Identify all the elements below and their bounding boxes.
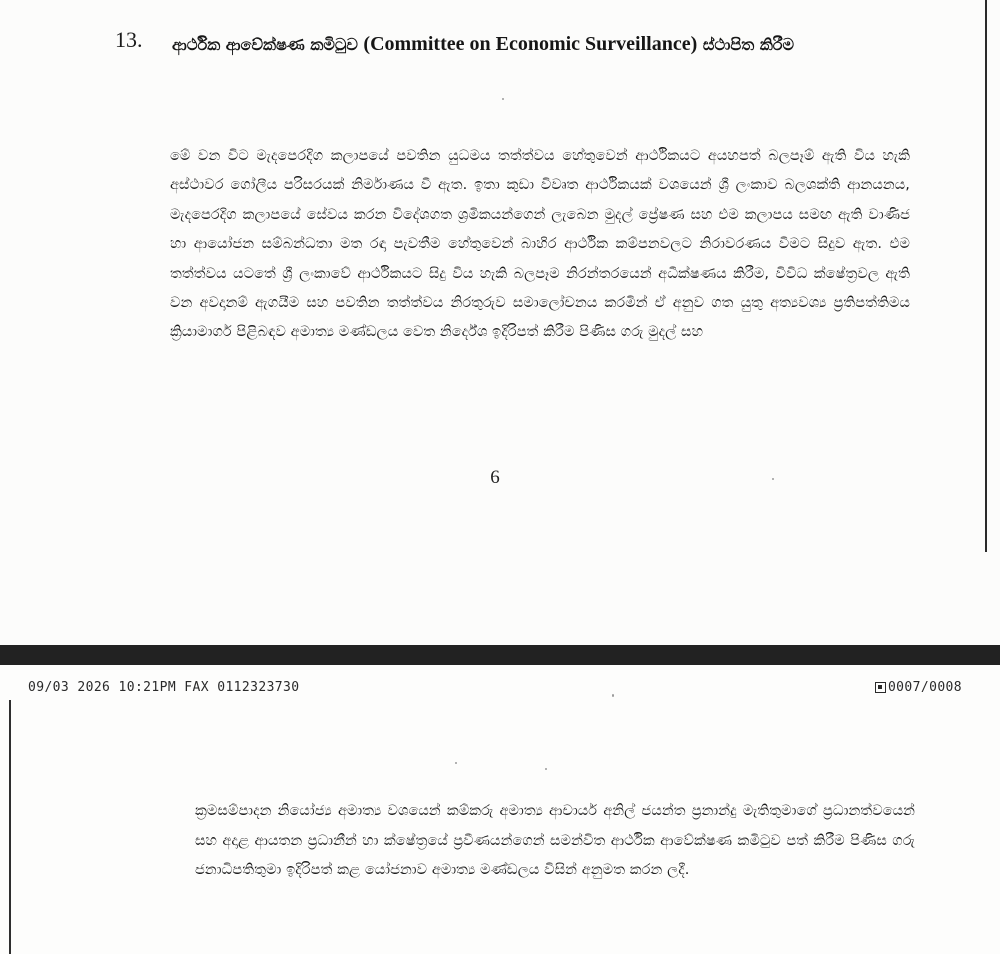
fax-header-timestamp: 09/03 2026 10:21PM FAX 0112323730 xyxy=(28,680,300,695)
fax-page-icon xyxy=(875,682,886,693)
page-left-border xyxy=(9,700,11,954)
scan-speck xyxy=(502,98,504,100)
fax-page-separator xyxy=(0,645,1000,665)
scan-speck xyxy=(772,478,774,480)
page-number: 6 xyxy=(490,467,500,488)
scan-speck xyxy=(455,762,457,764)
scan-speck xyxy=(612,694,614,697)
item-title-english: (Committee on Economic Surveillance) xyxy=(363,33,698,55)
body-paragraph: මේ වන විට මැදපෙරදිග කලාපයේ පවතින යුධමය තත්ත්වය හේතුවෙන් ආර්ථිකයට අයහපත් බලපෑම් ඇති විය හැකි අස්ථාවර ගෝලීය පරිසරයක් නිර්මාණය වී ඇත. ඉතා කුඩා විවෘත ආර්ථිකයක් වශයෙන් ශ්‍රී ලංකාව බලශක්ති ආනයනය, මැදපෙරදිග කලාපයේ සේවය කරන විදේශගත ශ්‍රමිකයන්ගෙන් ලැබෙන මුදල් ප්‍රේෂණ සහ එම කලාපය සමඟ ඇති වාණිජ හා ආයෝජන සම්බන්ධතා මත රඳා පැවතීම හේතුවෙන් බාහිර ආර්ථික කම්පනවලට නිරාවරණය වීමට සිදුව ඇත. එම තත්ත්වය යටතේ ශ්‍රී ලංකාවේ ආර්ථිකයට සිදු විය හැකි බලපෑම නිරන්තරයෙන් අධීක්ෂණය කිරීම, විවිධ ක්ෂේත්‍රවල ඇති වන අවදානම් ඇගයීම සහ පවතින තත්ත්වය නිරතුරුව සමාලෝචනය කරමින් ඒ අනුව ගත යුතු අත්‍යවශ්‍ය ප්‍රතිපත්තිමය ක්‍රියාමාර්ග පිළිබඳව අමාත්‍ය මණ්ඩලය වෙත නිර්දේශ ඉදිරිපත් කිරීම පිණිස ගරු මුදල් සහ xyxy=(170,148,910,341)
item-number: 13. xyxy=(115,27,143,52)
continuation-paragraph: ක්‍රමසම්පාදන නියෝජ්‍ය අමාත්‍ය වශයෙන් කම්කරු අමාත්‍ය ආචාර්ය අනිල් ජයන්ත ප්‍රනාන්දු මැතිතුමාගේ ප්‍රධානත්වයෙන් සහ අදාළ ආයතන ප්‍රධානීන් හා ක්ෂේත්‍රයේ ප්‍රවීණයන්ගෙන් සමන්විත ආර්ථික ආවේක්ෂණ කමිටුව පත් කිරීම පිණිස ගරු ජනාධිපතිතුමා ඉදිරිපත් කළ යෝජනාව අමාත්‍ය මණ්ඩලය විසින් අනුමත කරන ලදී. xyxy=(195,803,915,878)
item-title-sinhala-part1: ආර්ථික ආවේක්ෂණ කමිටුව xyxy=(172,35,358,54)
fax-header-page-count xyxy=(875,680,962,695)
scan-speck xyxy=(545,768,547,770)
fax-page-count-text: 0007/0008 xyxy=(887,680,962,695)
item-title-sinhala-part2: ස්ථාපිත කිරීම xyxy=(702,35,794,54)
item-title xyxy=(172,26,902,63)
